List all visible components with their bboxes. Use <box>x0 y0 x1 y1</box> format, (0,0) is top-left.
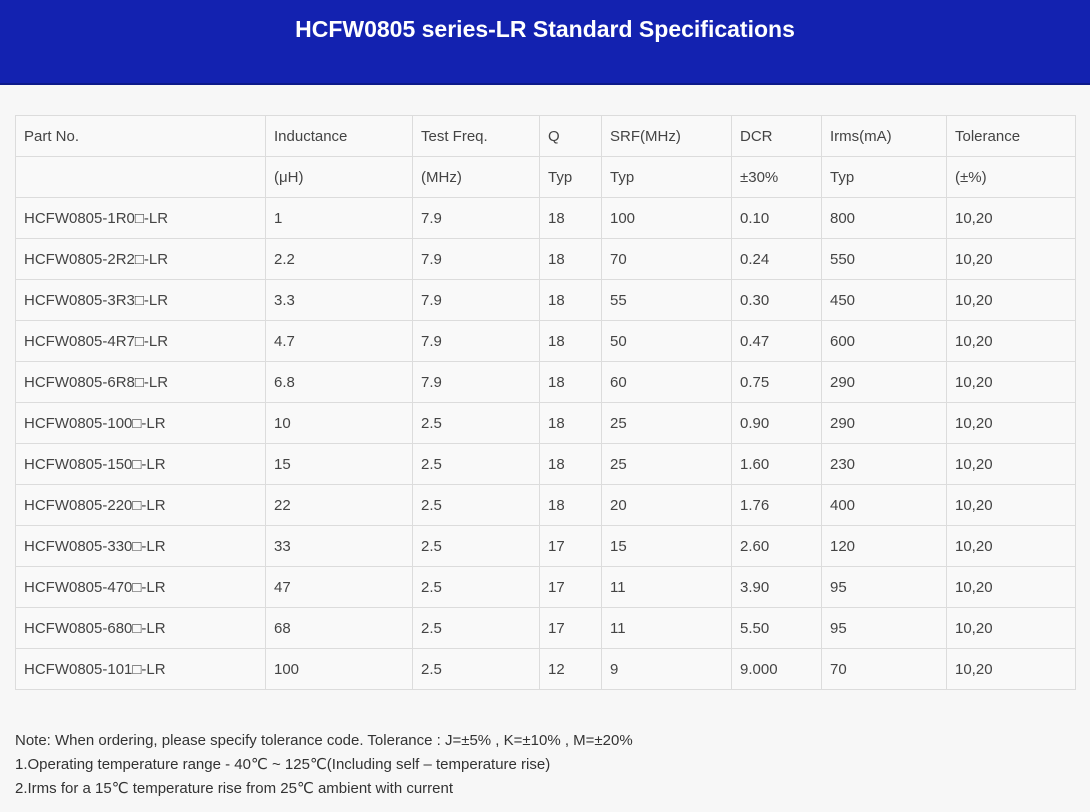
cell-inductance: 22 <box>266 485 413 526</box>
cell-tolerance: 10,20 <box>947 239 1076 280</box>
table-row <box>16 485 1076 526</box>
cell-part-no: HCFW0805-6R8□-LR <box>16 362 266 403</box>
cell-srf: 100 <box>602 198 732 239</box>
cell-irms: 290 <box>822 362 947 403</box>
table-header-row <box>16 157 1076 198</box>
cell-q: 17 <box>540 608 602 649</box>
cell-part-no: HCFW0805-1R0□-LR <box>16 198 266 239</box>
header-cell-tolerance: (±%) <box>947 157 1076 198</box>
header-cell-q: Q <box>540 116 602 157</box>
cell-irms: 800 <box>822 198 947 239</box>
cell-test-freq: 2.5 <box>413 444 540 485</box>
table-row <box>16 280 1076 321</box>
cell-irms: 290 <box>822 403 947 444</box>
cell-inductance: 15 <box>266 444 413 485</box>
cell-inductance: 47 <box>266 567 413 608</box>
cell-q: 18 <box>540 444 602 485</box>
cell-part-no: HCFW0805-680□-LR <box>16 608 266 649</box>
cell-q: 18 <box>540 362 602 403</box>
header-cell-test-freq: (MHz) <box>413 157 540 198</box>
header-cell-part-no: Part No. <box>16 116 266 157</box>
cell-dcr: 5.50 <box>732 608 822 649</box>
cell-test-freq: 7.9 <box>413 321 540 362</box>
cell-tolerance: 10,20 <box>947 649 1076 690</box>
table-header-row <box>16 116 1076 157</box>
cell-q: 18 <box>540 198 602 239</box>
cell-q: 18 <box>540 280 602 321</box>
cell-test-freq: 2.5 <box>413 485 540 526</box>
spec-table <box>15 115 1076 690</box>
cell-test-freq: 2.5 <box>413 526 540 567</box>
table-row <box>16 567 1076 608</box>
cell-srf: 70 <box>602 239 732 280</box>
header-cell-srf: Typ <box>602 157 732 198</box>
cell-test-freq: 7.9 <box>413 239 540 280</box>
cell-srf: 15 <box>602 526 732 567</box>
cell-test-freq: 7.9 <box>413 362 540 403</box>
table-row <box>16 321 1076 362</box>
cell-irms: 400 <box>822 485 947 526</box>
cell-irms: 550 <box>822 239 947 280</box>
cell-dcr: 0.10 <box>732 198 822 239</box>
spec-table-body <box>16 116 1076 690</box>
note-operating-temperature: 1.Operating temperature range - 40℃ ~ 125℃(Including self – temperature rise) <box>15 756 551 773</box>
cell-dcr: 2.60 <box>732 526 822 567</box>
spec-table-container <box>15 115 1075 690</box>
cell-dcr: 0.30 <box>732 280 822 321</box>
cell-dcr: 1.60 <box>732 444 822 485</box>
header-cell-irms: Irms(mA) <box>822 116 947 157</box>
table-row <box>16 403 1076 444</box>
cell-dcr: 9.000 <box>732 649 822 690</box>
cell-srf: 55 <box>602 280 732 321</box>
cell-part-no: HCFW0805-101□-LR <box>16 649 266 690</box>
cell-inductance: 68 <box>266 608 413 649</box>
cell-part-no: HCFW0805-3R3□-LR <box>16 280 266 321</box>
cell-tolerance: 10,20 <box>947 321 1076 362</box>
page-header <box>0 0 1090 85</box>
note-irms: 2.Irms for a 15℃ temperature rise from 25℃ ambient with current <box>15 780 454 797</box>
cell-srf: 60 <box>602 362 732 403</box>
cell-dcr: 0.75 <box>732 362 822 403</box>
cell-q: 18 <box>540 321 602 362</box>
cell-part-no: HCFW0805-2R2□-LR <box>16 239 266 280</box>
cell-inductance: 100 <box>266 649 413 690</box>
cell-irms: 120 <box>822 526 947 567</box>
cell-irms: 95 <box>822 608 947 649</box>
cell-q: 12 <box>540 649 602 690</box>
cell-srf: 9 <box>602 649 732 690</box>
cell-inductance: 4.7 <box>266 321 413 362</box>
cell-test-freq: 7.9 <box>413 198 540 239</box>
table-row <box>16 362 1076 403</box>
cell-tolerance: 10,20 <box>947 444 1076 485</box>
cell-q: 18 <box>540 239 602 280</box>
header-cell-dcr: DCR <box>732 116 822 157</box>
cell-dcr: 0.24 <box>732 239 822 280</box>
cell-dcr: 0.90 <box>732 403 822 444</box>
cell-inductance: 2.2 <box>266 239 413 280</box>
table-row <box>16 526 1076 567</box>
cell-q: 18 <box>540 403 602 444</box>
cell-srf: 25 <box>602 444 732 485</box>
table-row <box>16 649 1076 690</box>
header-cell-inductance: (μH) <box>266 157 413 198</box>
cell-part-no: HCFW0805-330□-LR <box>16 526 266 567</box>
header-cell-part-no <box>16 157 266 198</box>
header-cell-irms: Typ <box>822 157 947 198</box>
header-cell-srf: SRF(MHz) <box>602 116 732 157</box>
table-row <box>16 239 1076 280</box>
cell-tolerance: 10,20 <box>947 198 1076 239</box>
cell-tolerance: 10,20 <box>947 567 1076 608</box>
table-row <box>16 198 1076 239</box>
cell-test-freq: 2.5 <box>413 567 540 608</box>
cell-dcr: 1.76 <box>732 485 822 526</box>
header-cell-tolerance: Tolerance <box>947 116 1076 157</box>
header-cell-test-freq: Test Freq. <box>413 116 540 157</box>
table-row <box>16 608 1076 649</box>
cell-dcr: 0.47 <box>732 321 822 362</box>
cell-srf: 20 <box>602 485 732 526</box>
cell-inductance: 1 <box>266 198 413 239</box>
cell-tolerance: 10,20 <box>947 403 1076 444</box>
cell-srf: 11 <box>602 567 732 608</box>
cell-test-freq: 2.5 <box>413 608 540 649</box>
cell-srf: 11 <box>602 608 732 649</box>
header-cell-q: Typ <box>540 157 602 198</box>
cell-tolerance: 10,20 <box>947 362 1076 403</box>
cell-irms: 230 <box>822 444 947 485</box>
cell-test-freq: 2.5 <box>413 403 540 444</box>
cell-inductance: 33 <box>266 526 413 567</box>
cell-q: 17 <box>540 526 602 567</box>
cell-test-freq: 2.5 <box>413 649 540 690</box>
cell-irms: 95 <box>822 567 947 608</box>
cell-inductance: 10 <box>266 403 413 444</box>
cell-tolerance: 10,20 <box>947 280 1076 321</box>
header-cell-dcr: ±30% <box>732 157 822 198</box>
cell-test-freq: 7.9 <box>413 280 540 321</box>
page-title: HCFW0805 series-LR Standard Specifications <box>295 16 795 42</box>
cell-irms: 600 <box>822 321 947 362</box>
cell-part-no: HCFW0805-150□-LR <box>16 444 266 485</box>
notes-section <box>15 729 1075 801</box>
cell-tolerance: 10,20 <box>947 485 1076 526</box>
note-ordering: Note: When ordering, please specify tolerance code. Tolerance : J=±5% , K=±10% , M=±20% <box>15 732 633 749</box>
cell-srf: 25 <box>602 403 732 444</box>
cell-q: 17 <box>540 567 602 608</box>
cell-srf: 50 <box>602 321 732 362</box>
cell-part-no: HCFW0805-220□-LR <box>16 485 266 526</box>
cell-irms: 450 <box>822 280 947 321</box>
cell-dcr: 3.90 <box>732 567 822 608</box>
cell-irms: 70 <box>822 649 947 690</box>
table-row <box>16 444 1076 485</box>
cell-part-no: HCFW0805-100□-LR <box>16 403 266 444</box>
cell-part-no: HCFW0805-4R7□-LR <box>16 321 266 362</box>
cell-inductance: 3.3 <box>266 280 413 321</box>
header-cell-inductance: Inductance <box>266 116 413 157</box>
cell-part-no: HCFW0805-470□-LR <box>16 567 266 608</box>
cell-tolerance: 10,20 <box>947 608 1076 649</box>
cell-tolerance: 10,20 <box>947 526 1076 567</box>
cell-q: 18 <box>540 485 602 526</box>
cell-inductance: 6.8 <box>266 362 413 403</box>
